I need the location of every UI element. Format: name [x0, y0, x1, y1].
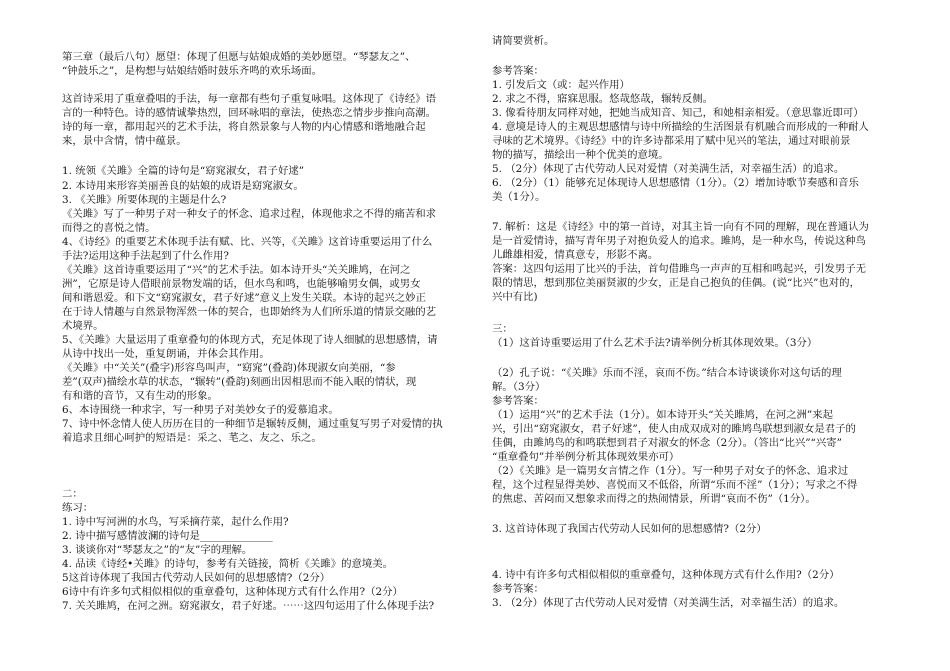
- text-line: 寻味的艺术境界。《诗经》中的许多诗都采用了赋中见兴的笔法，通过对眼前景: [492, 135, 851, 147]
- text-line: 3. （2分）体现了古代劳动人民对爱情（对美满生活，对幸福生活）的追求。: [492, 597, 845, 609]
- text-line: 答案：这四句运用了比兴的手法，首句借雎鸟一声声的互相和鸣起兴，引发男子无: [492, 263, 867, 275]
- text-line: 5、《关雎》大量运用了重章叠句的体现方式，充足体现了诗人细腻的思想感情，请: [62, 334, 438, 346]
- text-line: 兴，引出“窈窕淑女，君子好逑”，使人由成双成对的雎鸠鸟联想到淑女是君子的: [492, 423, 856, 435]
- text-line: 手法?运用这种手法起到了什么作用?: [62, 250, 229, 262]
- text-line: 而得之的喜悦之情。: [62, 222, 156, 234]
- text-line: 兴中有比): [492, 291, 538, 303]
- text-line: 1. 引发后文（或：起兴作用）: [492, 79, 630, 91]
- text-line: 美（1分）。: [492, 191, 546, 203]
- text-line: 言的一种特色。诗的感情诚挚热烈，回环咏唱的章法，使热恋之情步步推向高潮。: [62, 107, 437, 119]
- text-line: 1. 诗中写河洲的水鸟，写采摘荇菜，起什么作用?: [62, 516, 289, 528]
- text-line: 程，这个过程显得美妙、喜悦而又不低俗，所谓“乐而不淫”（1分）；写求之不得: [492, 479, 858, 491]
- text-line: （2）孔子说：“《关雎》乐而不淫，哀而不伤。”结合本诗谈谈你对这句话的理: [492, 367, 842, 379]
- text-line: 7、诗中怀念情人使人历历在目的一种细节是辗转反侧，通过重复写男子对爱情的执: [62, 418, 443, 430]
- text-line: 佳偶，由雎鸠鸟的和鸣联想到君子对淑女的怀念（2分）。（答出“比兴”“兴寄”: [492, 437, 842, 449]
- text-line: 《关雎》写了一种男子对一种女子的怀念、追求过程，体现他求之不得的痛苦和求: [62, 208, 437, 220]
- text-line: 请简要赏析。: [492, 35, 555, 47]
- text-line: 4. 品读《诗经•关雎》的诗句，参考有关链接，简析《关雎》的意境美。: [62, 558, 394, 570]
- text-line: 7. 解析：这是《诗经》中的第一首诗，对其主旨一向有不同的理解，现在普通认为: [492, 221, 869, 233]
- text-line: 参考答案：: [492, 395, 544, 407]
- text-line: 6诗中有许多句式相似相似的重章叠句，这种体现方式有什么作用?（2分）: [62, 586, 403, 598]
- text-line: 洲”，它原是诗人借眼前景物发端的话，但水鸟和鸣，也能够喻男女偶，或男女: [62, 278, 421, 290]
- text-line: 1. 统领《关雎》全篇的诗句是“窈窕淑女，君子好逑”: [62, 165, 305, 177]
- text-line: 练习：: [62, 502, 94, 514]
- text-line: 二：: [62, 488, 83, 500]
- text-line: 解。（3分）: [492, 381, 546, 393]
- text-line: 3. 这首诗体现了我国古代劳动人民如何的思想感情?（2分）: [492, 523, 767, 535]
- text-line: 6、本诗围绕一种求字，写一种男子对美妙女子的爱慕追求。: [62, 404, 339, 416]
- text-line: 间和谐恩爱。和下文“窈窕淑女，君子好逑”意义上发生关联。本诗的起兴之妙正: [62, 292, 426, 304]
- text-line: “钟鼓乐之”，是构想与姑娘结婚时鼓乐齐鸣的欢乐场面。: [62, 65, 322, 77]
- text-line: 术境界。: [62, 320, 104, 332]
- text-line: 《关雎》这首诗重要运用了“兴”的艺术手法。如本诗开头“关关雎鸠，在河之: [62, 264, 411, 276]
- text-line: （2）《关雎》是一篇男女言情之作（1分）。写一种男子对女子的怀念、追求过: [492, 465, 849, 477]
- text-line: （1）这首诗重要运用了什么艺术手法?请举例分析其体现效果。（3分）: [492, 337, 818, 349]
- text-line: 参考答案：: [492, 65, 544, 77]
- text-line: 来，景中含情，情中蕴景。: [62, 135, 187, 147]
- text-line: 参考答案：: [492, 583, 544, 595]
- text-line: 有和谐的音节，又有生动的形象。: [62, 390, 218, 402]
- text-line: 儿雌雄相爱，情真意专，形影不离。: [492, 249, 659, 261]
- text-line: 从诗中找出一处，重复朗诵，并体会其作用。: [62, 348, 270, 360]
- text-line: “重章叠句”并举例分析其体现效果亦可）: [492, 451, 680, 463]
- text-line: 4. 意境是诗人的主观思想感情与诗中所描绘的生活图景有机融合而形成的一种耐人: [492, 121, 869, 133]
- text-line: 3. 像看待朋友同样对她，把她当成知音、知己，和她相亲相爱。（意思靠近即可）: [492, 107, 864, 119]
- text-line: （1）运用“兴”的艺术手法（1分）。如本诗开头“关关雎鸠，在河之洲”来起: [492, 409, 833, 421]
- text-line: 7. 关关雎鸠，在河之洲。窈窕淑女，君子好逑。⋯⋯这四句运用了什么体现手法?: [62, 600, 435, 612]
- text-line: 差”(双声)描绘水草的状态，“辗转”(叠韵)刻画出因相思而不能入眠的情状，现: [62, 376, 417, 388]
- text-line: 5这首诗体现了我国古代劳动人民如何的思想感情?（2分）: [62, 572, 331, 584]
- text-line: 3. 《关雎》所要体现的主题是什么?: [62, 194, 227, 206]
- text-line: 这首诗采用了重章叠唱的手法，每一章都有些句子重复咏唱。这体现了《诗经》语: [62, 93, 437, 105]
- text-line: 《关雎》中“关关”(叠字)形容鸟叫声，“窈窕”(叠韵)体现淑女向美丽，“参: [62, 362, 396, 374]
- text-line: 限的情思，想到那位美丽贤淑的少女，正是自己抱负的佳偶。(说“比兴”也对的，: [492, 277, 860, 289]
- text-line: 2. 求之不得，寤寐思服。悠哉悠哉，辗转反侧。: [492, 93, 714, 105]
- text-line: 4. 诗中有许多句式相似相似的重章叠句，这种体现方式有什么作用?（2分）: [492, 569, 840, 581]
- text-line: 着追求且细心呵护的短语是：采之、芼之、友之、乐之。: [62, 432, 322, 444]
- text-line: 6. （2分）（1）能够充足体现诗人思想感情（1分）。（2）增加诗歌节奏感和音乐: [492, 177, 859, 189]
- text-line: 5. （2分）体现了古代劳动人民对爱情（对美满生活，对幸福生活）的追求。: [492, 163, 845, 175]
- text-line: 2. 诗中描写感情波澜的诗句是______________: [62, 530, 273, 542]
- text-line: 第三章（最后八句）愿望：体现了但愿与姑娘成婚的美妙愿望。“琴瑟友之”、: [62, 51, 416, 63]
- text-line: 是一首爱情诗，描写青年男子对抱负爱人的追求。雎鸠，是一种水鸟，传说这种鸟: [492, 235, 867, 247]
- text-line: 4、《诗经》的重要艺术体现手法有赋、比、兴等，《关雎》这首诗重要运用了什么: [62, 236, 433, 248]
- text-line: 的焦虑、苦闷而又想象求而得之的热闹情景，所谓“哀而不伤”（1分）。: [492, 493, 816, 505]
- text-line: 在于诗人情趣与自然景物浑然一体的契合，也即始终为人们所乐道的情景交融的艺: [62, 306, 437, 318]
- text-line: 物的描写，描绘出一种个优美的意境。: [492, 149, 669, 161]
- text-line: 三：: [492, 323, 513, 335]
- text-line: 诗的每一章，都用起兴的艺术手法，将自然景象与人物的内心情感和谐地融合起: [62, 121, 426, 133]
- text-line: 3. 谈谈你对“琴瑟友之”的“友”字的理解。: [62, 544, 253, 556]
- text-line: 2. 本诗用来形容美丽善良的姑娘的成语是窈窕淑女。: [62, 180, 304, 192]
